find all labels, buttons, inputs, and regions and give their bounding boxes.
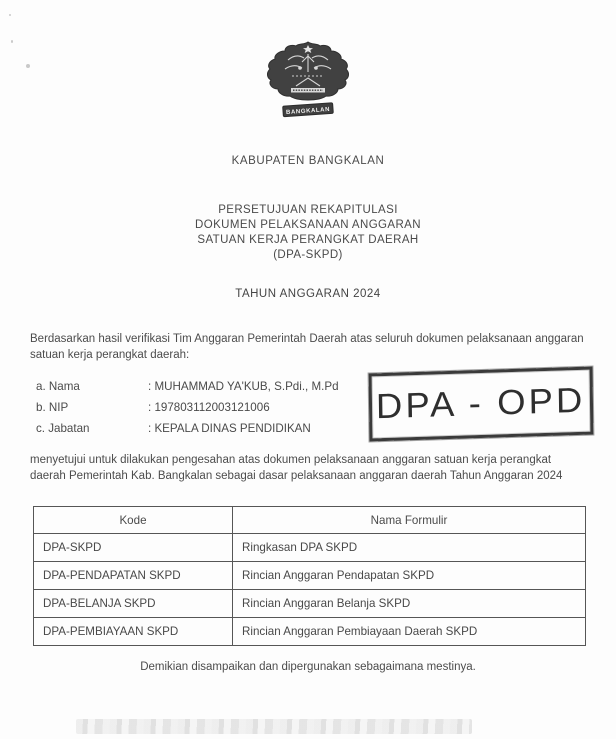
jabatan-label: c. Jabatan — [36, 422, 90, 435]
official-row-jabatan — [36, 418, 339, 439]
closing-statement: Demikian disampaikan dan dipergunakan sebagaimana mestinya. — [140, 661, 476, 673]
nama-label: a. Nama — [36, 380, 80, 393]
official-row-nip — [36, 397, 339, 418]
kode-cell: DPA-PEMBIAYAAN SKPD — [34, 618, 233, 646]
dpa-opd-stamp — [369, 366, 594, 441]
bangkalan-regency-seal-icon — [258, 36, 358, 129]
nip-value: : 197803112003121006 — [148, 401, 270, 414]
nama-formulir-cell: Rincian Anggaran Pendapatan SKPD — [233, 562, 586, 590]
dpa-opd-stamp-text: DPA - OPD — [376, 380, 586, 427]
intro-paragraph: Berdasarkan hasil verifikasi Tim Anggaran Pemerintah Daerah atas seluruh dokumen pelaksanaan anggaran satuan kerja perangkat daerah: — [30, 333, 584, 361]
table-row — [34, 590, 586, 618]
scan-speck — [11, 40, 13, 43]
official-identity-block — [36, 376, 339, 439]
seal-graphic — [258, 36, 358, 124]
kode-cell: DPA-PENDAPATAN SKPD — [34, 562, 233, 590]
table-row — [34, 618, 586, 646]
nip-label: b. NIP — [36, 401, 69, 414]
kode-cell: DPA-SKPD — [34, 534, 233, 562]
region-title: KABUPATEN BANGKALAN — [231, 155, 385, 167]
column-header-kode: Kode — [34, 507, 233, 534]
table-row — [34, 562, 586, 590]
forms-table-header-row — [34, 507, 586, 534]
scan-artifact-band — [76, 719, 472, 734]
approval-paragraph: menyetujui untuk dilakukan pengesahan atas dokumen pelaksanaan anggaran satuan kerja perangkat daerah Pemerintah Kab. Bangkalan sebagai dasar pelaksanaan anggaran daerah Tahun Anggaran 2024 — [30, 454, 563, 482]
document-title — [0, 203, 616, 263]
scan-speck — [9, 14, 11, 16]
forms-table — [33, 506, 586, 646]
seal-banner-text: BANGKALAN — [285, 106, 331, 117]
kode-cell: DPA-BELANJA SKPD — [34, 590, 233, 618]
document-title-line: PERSETUJUAN REKAPITULASI — [218, 204, 398, 216]
nama-formulir-cell: Rincian Anggaran Pembiayaan Daerah SKPD — [233, 618, 586, 646]
nama-value: : MUHAMMAD YA'KUB, S.Pdi., M.Pd — [148, 380, 339, 393]
document-title-line: DOKUMEN PELAKSANAAN ANGGARAN — [195, 219, 421, 231]
document-title-line: (DPA-SKPD) — [273, 249, 343, 261]
table-row — [34, 534, 586, 562]
nama-formulir-cell: Rincian Anggaran Belanja SKPD — [233, 590, 586, 618]
jabatan-value: : KEPALA DINAS PENDIDIKAN — [148, 422, 311, 435]
fiscal-year-title: TAHUN ANGGARAN 2024 — [235, 288, 381, 300]
document-title-line: SATUAN KERJA PERANGKAT DAERAH — [197, 234, 419, 246]
official-row-nama — [36, 376, 339, 397]
scan-speck — [26, 64, 30, 68]
column-header-nama-formulir: Nama Formulir — [233, 507, 586, 534]
nama-formulir-cell: Ringkasan DPA SKPD — [233, 534, 586, 562]
